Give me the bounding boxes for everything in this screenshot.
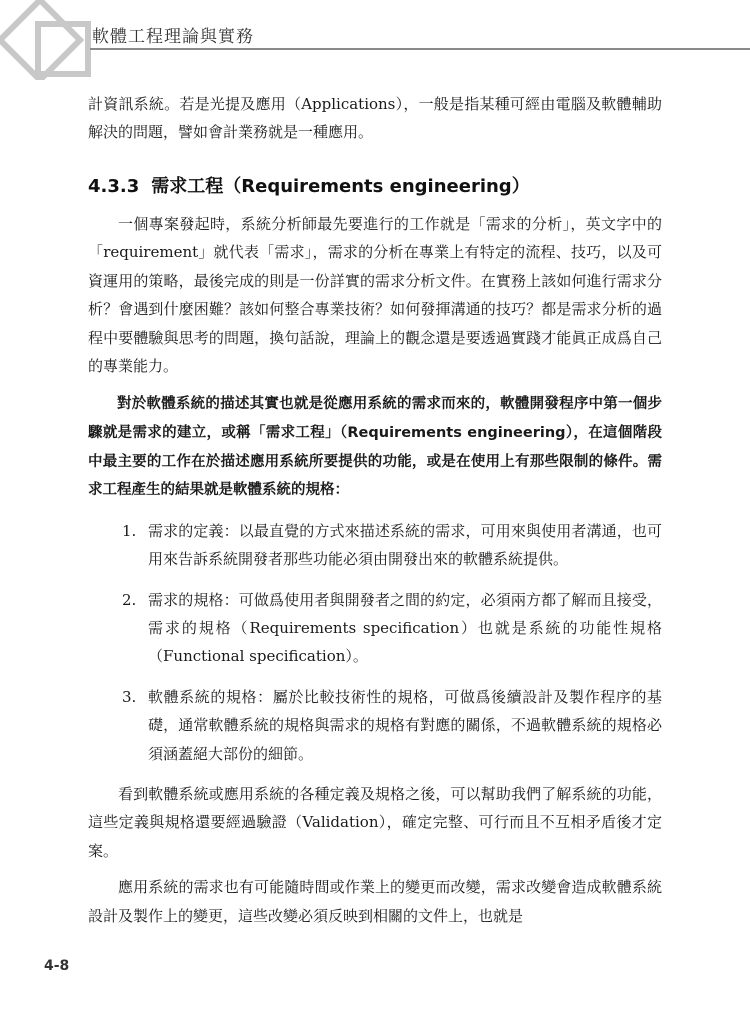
corner-decoration (0, 0, 100, 80)
list-item-text: 需求的定義：以最直覺的方式來描述系統的需求，可用來與使用者溝通，也可用來告訴系統開發者那些功能必須由開發出來的軟體系統提供。 (148, 521, 662, 569)
page-number: 4-8 (44, 958, 70, 974)
section-heading (88, 172, 530, 198)
paragraph-4: 應用系統的需求也有可能隨時間或作業上的變更而改變，需求改變會造成軟體系統設計及製作上的變更，這些改變必須反映到相關的文件上，也就是 (88, 878, 662, 925)
list-item-number: 2. (122, 590, 137, 609)
section-title: 需求工程（Requirements engineering） (151, 176, 530, 197)
list-item (88, 586, 662, 671)
section-number: 4.3.3 (88, 176, 140, 197)
list-item-number: 3. (122, 687, 137, 706)
intro-paragraph: 計資訊系統。若是光提及應用（Applications），一般是指某種可經由電腦及軟體輔助解決的問題，譬如會計業務就是一種應用。 (88, 95, 662, 142)
header-rule (90, 48, 750, 50)
list-item-text: 需求的規格：可做爲使用者與開發者之間的約定，必須兩方都了解而且接受，需求的規格（Requirements specification）也就是系統的功能性規格（Functional specification）。 (148, 590, 662, 666)
list-item (88, 517, 662, 574)
running-header-title: 軟體工程理論與實務 (92, 27, 254, 47)
list-item-text: 軟體系統的規格：屬於比較技術性的規格，可做爲後續設計及製作程序的基礎，通常軟體系統的規格與需求的規格有對應的關係，不過軟體系統的規格必須涵蓋絕大部份的細節。 (148, 687, 662, 763)
numbered-list (88, 517, 662, 768)
paragraph-3: 看到軟體系統或應用系統的各種定義及規格之後，可以幫助我們了解系統的功能，這些定義與規格還要經過驗證（Validation），確定完整、可行而且不互相矛盾後才定案。 (88, 785, 662, 860)
intro-block (88, 90, 662, 147)
paragraph-1: 一個專案發起時，系統分析師最先要進行的工作就是「需求的分析」，英文字中的「requirement」就代表「需求」，需求的分析在專業上有特定的流程、技巧，以及可資運用的策略，最後完成的則是一份詳實的需求分析文件。在實務上該如何進行需求分析？會遇到什麼困難？該如何整合專業技術？如何發揮溝通的技巧？都是需求分析的過程中要體驗與思考的問題，換句話說，理論上的觀念還是要透過實踐才能眞正成爲自己的專業能力。 (88, 215, 662, 376)
body-block (88, 210, 662, 930)
list-item (88, 683, 662, 768)
list-item-number: 1. (122, 521, 137, 540)
paragraph-bold: 對於軟體系統的描述其實也就是從應用系統的需求而來的，軟體開發程序中第一個步驟就是需求的建立，或稱「需求工程」（Requirements engineering），在這個階段中最主要的工作在於描述應用系統所要提供的功能，或是在使用上有那些限制的條件。需求工程產生的結果就是軟體系統的規格： (88, 396, 662, 499)
